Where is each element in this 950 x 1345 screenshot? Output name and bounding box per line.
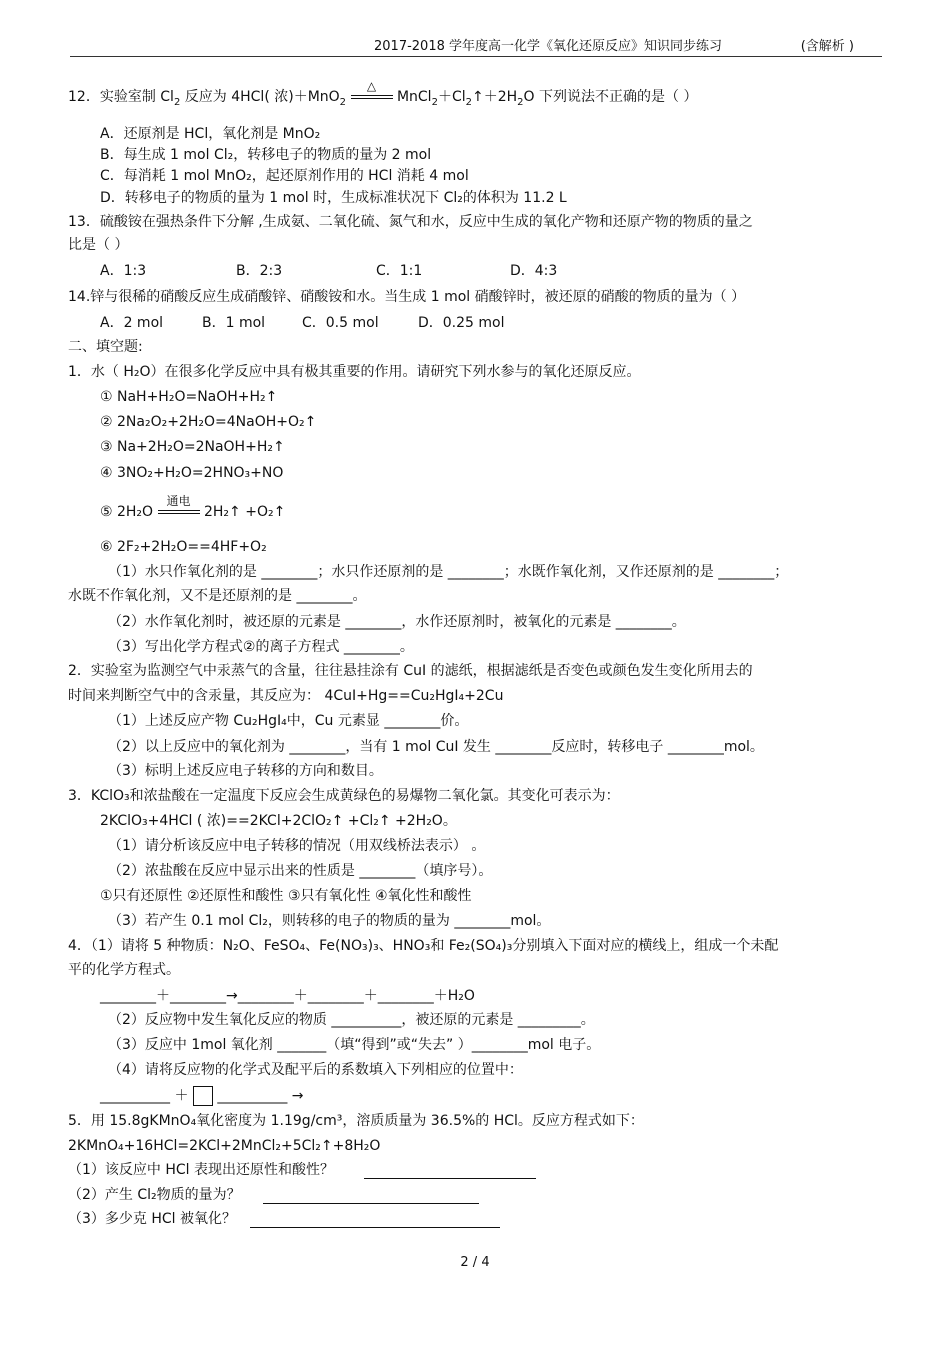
q13-option-b: B．2:3: [236, 263, 283, 279]
f1-reaction-1: ① NaH+H₂O=NaOH+H₂↑: [100, 389, 278, 405]
f4-line2: 平的化学方程式。: [68, 962, 180, 978]
f4-sub4: （4）请将反应物的化学式及配平后的系数填入下列相应的位置中：: [108, 1062, 523, 1078]
f1-reaction-6: ⑥ 2F₂+2H₂O==4HF+O₂: [100, 539, 267, 555]
f4-line1: 4．（1）请将 5 种物质：N₂O、FeSO₄、Fe(NO₃)₃、HNO₃和 Fe₂(SO₄)₃分别填入下面对应的横线上，组成一个未配: [68, 938, 779, 954]
q12-option-c: C．每消耗 1 mol MnO₂，起还原剂作用的 HCl 消耗 4 mol: [100, 168, 469, 184]
q13-option-d: D．4:3: [510, 263, 558, 279]
f4-blank-equation: ________＋________→________＋________＋________＋H₂O: [100, 988, 475, 1004]
header-title: 2017-2018 学年度高一化学《氧化还原反应》知识同步练习: [374, 39, 722, 54]
q12-option-d: D．转移电子的物质的量为 1 mol 时，生成标准状况下 Cl₂的体积为 11.2 L: [100, 190, 567, 206]
q13-line2: 比是（ ）: [68, 237, 129, 253]
q13-option-a: A．1:3: [100, 263, 147, 279]
f3-equation: 2KClO₃+4HCl ( 浓)==2KCl+2ClO₂↑ +Cl₂↑ +2H₂O。: [100, 813, 457, 829]
f1-reaction-3: ③ Na+2H₂O=2NaOH+H₂↑: [100, 439, 285, 455]
q14-option-d: D．0.25 mol: [418, 315, 505, 331]
f3-sub3: （3）若产生 0.1 mol Cl₂，则转移的电子的物质的量为 ________mol。: [108, 913, 551, 929]
f5-sub2: （2）产生 Cl₂物质的量为？: [68, 1186, 479, 1204]
f2-line1: 2．实验室为监测空气中汞蒸气的含量，往往悬挂涂有 CuI 的滤纸，根据滤纸是否变色或颜色发生变化所用去的: [68, 663, 753, 679]
q14-option-c: C．0.5 mol: [302, 315, 379, 331]
f3-sub2: （2）浓盐酸在反应中显示出来的性质是 ________（填序号）。: [108, 863, 493, 879]
electrolysis-condition: 通电: [158, 510, 200, 514]
answer-line: [364, 1178, 536, 1179]
f2-sub1: （1）上述反应产物 Cu₂HgI₄中，Cu 元素显 ________价。: [108, 713, 469, 729]
f5-sub3: （3）多少克 HCl 被氧化？: [68, 1210, 500, 1228]
f1-reaction-2: ② 2Na₂O₂+2H₂O=4NaOH+O₂↑: [100, 414, 317, 430]
page-number: 2 / 4: [460, 1255, 490, 1270]
f4-sub3: （3）反应中 1mol 氧化剂 _______（填“得到”或“失去” ）________mol 电子。: [108, 1037, 601, 1053]
f1-sub1a: （1）水只作氧化剂的是 ________；水只作还原剂的是 ________；水既作氧化剂，又作还原剂的是 ________；: [108, 564, 789, 580]
q12-stem: 12．实验室制 $Cl_2$ 反应为 4HCl( 浓)＋MnO$_2$ △ $MnCl_2+Cl_2↑+2H_2O$ 下列说法不正确的是（ ）: [68, 79, 698, 108]
q13-line1: 13．硫酸铵在强热条件下分解 ,生成氨、二氧化硫、氮气和水，反应中生成的氧化产物和还原产物的物质的量之: [68, 214, 753, 230]
q13-option-c: C．1:1: [376, 263, 423, 279]
f3-sub1: （1）请分析该反应中电子转移的情况（用双线桥法表示） 。: [108, 838, 486, 854]
coefficient-box: [193, 1086, 213, 1106]
f1-sub3: （3）写出化学方程式②的离子方程式 ________。: [108, 639, 414, 655]
q14-option-b: B．1 mol: [202, 315, 266, 331]
answer-line: [263, 1203, 479, 1204]
header-note: (含解析 ): [800, 39, 854, 54]
answer-line: [250, 1227, 500, 1228]
f1-sub1b: 水既不作氧化剂，又不是还原剂的是 ________。: [68, 588, 367, 604]
f3-options: ①只有还原性 ②还原性和酸性 ③只有氧化性 ④氧化性和酸性: [100, 888, 472, 904]
f2-sub2: （2）以上反应中的氧化剂为 ________，当有 1 mol CuI 发生 ________反应时，转移电子 ________mol。: [108, 739, 764, 755]
f5-sub1: （1）该反应中 HCl 表现出还原性和酸性？: [68, 1161, 536, 1179]
f1-reaction-4: ④ 3NO₂+H₂O=2HNO₃+NO: [100, 465, 284, 481]
q12-option-a: A．还原剂是 HCl，氧化剂是 MnO₂: [100, 126, 321, 142]
f2-line2: 时间来判断空气中的含汞量，其反应为： 4CuI+Hg==Cu₂HgI₄+2Cu: [68, 688, 504, 704]
heat-condition: △: [351, 95, 393, 99]
f2-sub3: （3）标明上述反应电子转移的方向和数目。: [108, 763, 383, 779]
section-title: 二、填空题:: [68, 339, 143, 355]
f3-line1: 3．KClO₃和浓盐酸在一定温度下反应会生成黄绿色的易爆物二氧化氯。其变化可表示为：: [68, 788, 620, 804]
q14-option-a: A．2 mol: [100, 315, 164, 331]
f5-line1: 5．用 15.8gKMnO₄氧化密度为 1.19g/cm³，溶质质量为 36.5%的 HCl。反应方程式如下：: [68, 1113, 644, 1129]
f4-fill-row: __________ ＋ __________ →: [100, 1088, 304, 1104]
f4-sub2: （2）反应物中发生氧化反应的物质 __________，被还原的元素是 _________。: [108, 1012, 595, 1028]
page-header: [70, 38, 882, 57]
f1-sub2: （2）水作氧化剂时，被还原的元素是 ________，水作还原剂时，被氧化的元素是 ________。: [108, 614, 686, 630]
q14-line1: 14.锌与很稀的硝酸反应生成硝酸锌、硝酸铵和水。当生成 1 mol 硝酸锌时，被还原的硝酸的物质的量为（ ）: [68, 289, 746, 305]
q12-option-b: B．每生成 1 mol Cl₂，转移电子的物质的量为 2 mol: [100, 147, 432, 163]
f1-reaction-5: ⑤ 2H₂O 通电 2H₂↑ +O₂↑: [100, 494, 286, 520]
f1-stem: 1．水（ H₂O）在很多化学反应中具有极其重要的作用。请研究下列水参与的氧化还原反应。: [68, 364, 641, 380]
f5-equation: 2KMnO₄+16HCl=2KCl+2MnCl₂+5Cl₂↑+8H₂O: [68, 1138, 381, 1154]
